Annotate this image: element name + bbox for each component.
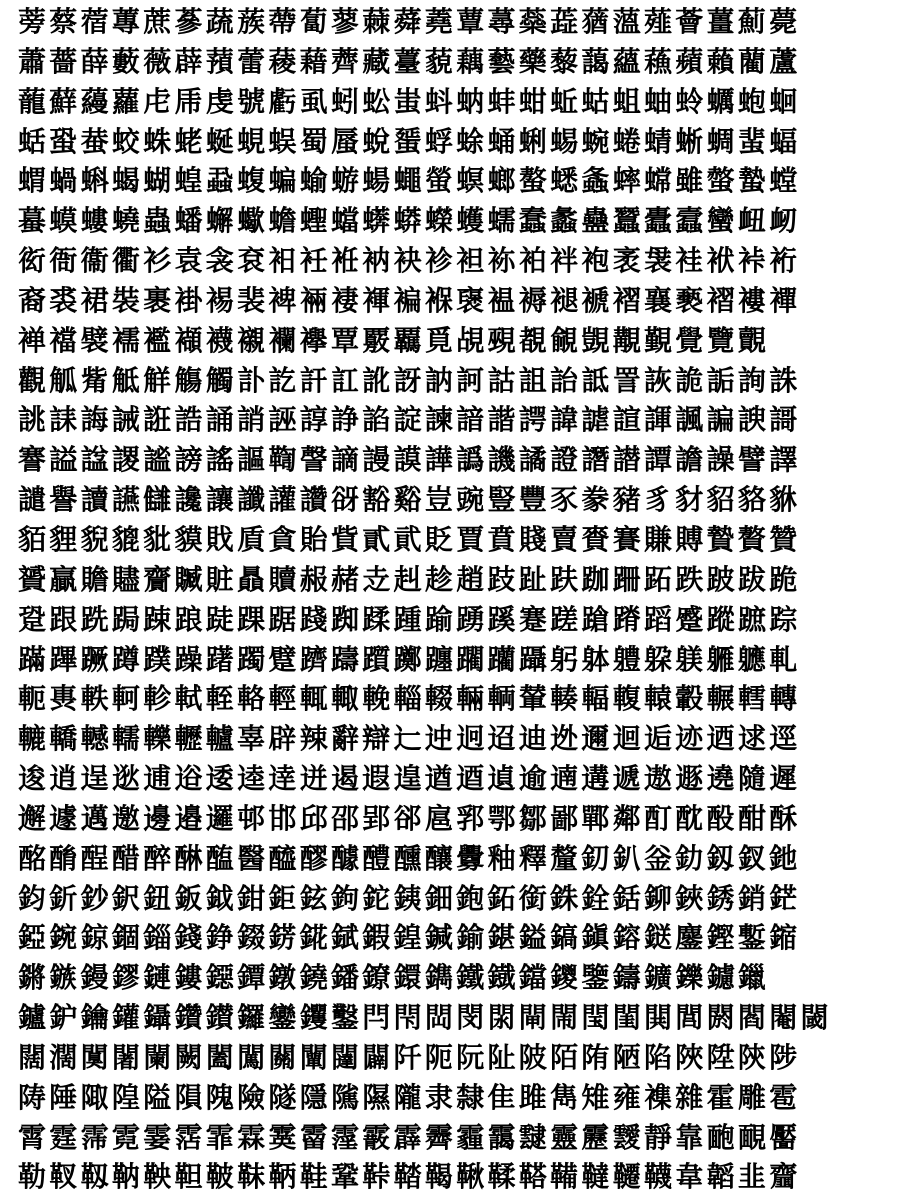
character-row: 蝟蝸蝌蝎蝴蝗蝨蝮蝙蝓蝣蝪蠅螢螟螂螯蟋螽蟀蟐雖螫蟄螳 (18, 164, 801, 198)
character-row: 蛞蛩蛬蛟蛛蛯蜒蜆蜈蜀蜃蛻蜑蜉蜍蛹蜊蜴蜿蜷蜻蜥蜩蜚蝠 (18, 124, 801, 158)
character-sheet (18, 2, 882, 1198)
character-row: 霄霆霈霓霎霑霏霖霙霤霪霰霹霽霾靄靆靈靂靉靜靠靤靦靨 (18, 1120, 801, 1154)
character-row: 跫跟跣跼踈踉跿踝踞踐踟蹂踵踰踴蹊蹇蹉蹌蹐蹈蹙蹤蹠踪 (18, 602, 801, 636)
character-row: 勒靫靱靹鞅靼鞁靺鞆鞋鞏鞐鞜鞨鞦鞣鞳鞴韃韆韈韋韜韭齏 (18, 1160, 801, 1194)
character-row: 譴譽讀讌讎讒讓讖讙讚谺豁谿豈豌豎豐豕豢豬豸豺貂貉貅 (18, 483, 801, 517)
character-row: 誂誄誨誡誑誥誦誚誣諄諍諂諚諫諳諧諤諱謔諠諢諷諞諛謌 (18, 403, 801, 437)
character-row: 蟇蟆螻蟯蟲蟠蠏蠍蟾蟶蟷蠎蟒蠑蠖蠕蠢蠡蠱蠶蠹蠧蠻衄衂 (18, 204, 801, 238)
character-row: 邂遽邁邀邊邉邏邨邯邱邵郢郤扈郛鄂鄒鄙鄲鄰酊酖酘酣酥 (18, 801, 801, 835)
character-row: 觀觚觜觝觧觴觸訃訖訐訌訛訝訥訶詁詛詒詆詈詼詭詬詢誅 (18, 363, 801, 397)
character-row: 逡逍逞逖逋逧逶逵逹迸遏遐遑遒逎遉逾遖遘遞遨遯遶隨遲 (18, 762, 801, 796)
character-row: 鑪鈩鑰鑵鑷鑽鑚鑼鑾钁鑿閂閇閊閔閖閘閙閠閨閧閭閼閻閹閾 (18, 1001, 832, 1035)
character-row: 蘢蘚蘰蘿虍乕虔號虧虱蚓蚣蚩蚪蚋蚌蚶蚯蛄蛆蚰蛉蠣蚫蛔 (18, 84, 801, 118)
character-row: 貊貍貎貔豼貘戝貭貪貽貲貳貮貶賈賁賤賣賚賽賺賻贄贅贊 (18, 522, 801, 556)
character-row: 鈞釿鈔鈬鈕鈑鉞鉗鉅鉉鉤鉈銕鈿鉋鉐銜銖銓銛鉚鋏銹銷鋩 (18, 881, 801, 915)
character-row: 軛軣軼軻軫軾輊輅輕輒輙輓輜輟輛輌輦輳輻輹轅轂輾轌轉 (18, 682, 801, 716)
character-row: 轆轎轗轜轢轣轤辜辟辣辭辯辷迚迥迢迪迯邇迴逅迹迺逑逕 (18, 722, 801, 756)
character-row: 謇謚諡謖謐謗謠謳鞫謦謫謾謨譁譌譏譎證譖譛譚譫譟譬譯 (18, 443, 801, 477)
character-row: 鏘鏃鏝鏐鏈鏤鐚鐔鐓鐃鐇鐐鐶鐫鐵鐡鐺鑁鑒鑄鑛鑠鑢鑞 (18, 961, 770, 995)
character-row: 衒衙衞衢衫袁衾袞衵衽袵衲袂袗袒袮袙袢袍袤袰袿袱裃裄 (18, 244, 801, 278)
character-row: 贇贏贍贐齎贓賍贔贖赧赭赱赳趁趙跂趾趺跏跚跖跌跛跋跪 (18, 562, 801, 596)
character-row: 陦陲陬隍隘隕隗險隧隱隲隰隴隶隸隹雎雋雉雍襍雜霍雕雹 (18, 1080, 801, 1114)
character-row: 蹣蹕蹶蹲蹼躁躇躅躄躋躊躓躑躔躙躪躡躬躰軆躱躾軅軈軋 (18, 642, 801, 676)
character-row: 蒡蔡蓿蓴蔗蔘蔬蔟蔕蔔蓼蕀蕣蕘蕈蕁蘂蕋蕕薀薤薈薑薊薨 (18, 5, 801, 38)
character-row: 裔裘裙裝裹褂裼裴裨裲褄褌褊褓襃褞褥褪褫褶襄褻褶褸襌 (18, 283, 801, 317)
character-row: 闊濶闃闍闌闕闔闖關闡闥闢阡阨阮阯陂陌陏陋陷陜陞陝陟 (18, 1040, 801, 1074)
character-row: 酩酳酲醋醉醂醢醫醯醪醵醴醺釀釁釉釋釐釖釟釡釛釼釵釶 (18, 841, 801, 875)
character-row: 褝襠襞襦襤襭襪襯襴襷覃覈覊覓覘覡覩覦覬覯覲覺覽覿 (18, 323, 770, 357)
character-row: 錏鋺鍄錮錙錢錚錣錺錵錻鍜鍠鍼鍮鍖鎰鎬鎭鎔鎹鏖鏗鏨鏥 (18, 921, 801, 955)
character-row: 蕭薔薛藪薇薜蕷蕾薐藉薺藏薹藐藕藝藥藜藹蘊蘓蘋藾藺蘆 (18, 44, 801, 78)
